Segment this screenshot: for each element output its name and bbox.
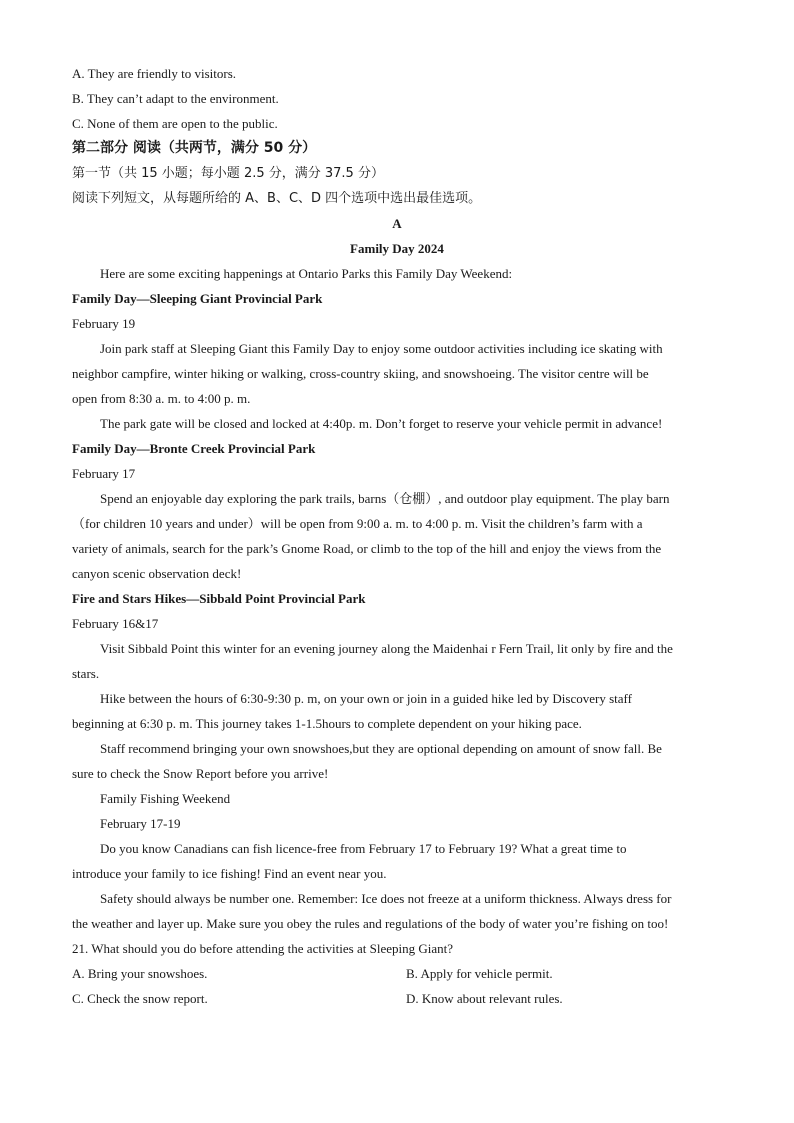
prev-option-a: A. They are friendly to visitors. — [72, 66, 237, 81]
event-date: February 16&17 — [72, 616, 159, 631]
event-text-line: Do you know Canadians can fish licence-free from February 17 to February 19? What a great time to — [100, 841, 627, 856]
event-text-line: Hike between the hours of 6:30-9:30 p. m, on your own or join in a guided hike led by Discovery staff — [100, 691, 632, 706]
option-d[interactable]: D. Know about relevant rules. — [406, 991, 563, 1006]
option-row — [72, 961, 722, 986]
event-date: February 17 — [72, 466, 136, 481]
option-c[interactable]: C. Check the snow report. — [72, 991, 208, 1006]
event-text-line: beginning at 6:30 p. m. This journey takes 1-1.5hours to complete dependent on your hiking pace. — [72, 716, 582, 731]
passage-intro: Here are some exciting happenings at Ontario Parks this Family Day Weekend: — [100, 266, 513, 281]
option-b[interactable]: B. Apply for vehicle permit. — [406, 966, 553, 981]
section-instruction: 阅读下列短文，从每题所给的 A、B、C、D 四个选项中选出最佳选项。 — [72, 191, 482, 206]
section-heading: 第二部分 阅读（共两节，满分 50 分） — [72, 140, 317, 156]
event-heading: Family Fishing Weekend — [100, 791, 231, 806]
event-text-line: stars. — [72, 666, 100, 681]
passage-title: Family Day 2024 — [350, 241, 444, 256]
event-text-line: variety of animals, search for the park’s Gnome Road, or climb to the top of the hill and enjoy the views from the — [72, 541, 662, 556]
event-text-line: canyon scenic observation deck! — [72, 566, 242, 581]
option-a[interactable]: A. Bring your snowshoes. — [72, 966, 208, 981]
document-page — [72, 61, 722, 1011]
event-text-line: Visit Sibbald Point this winter for an evening journey along the Maidenhai r Fern Trail, lit only by fire and the — [100, 641, 673, 656]
event-text-line: Staff recommend bringing your own snowshoes,but they are optional depending on amount of snow fall. Be — [100, 741, 662, 756]
event-text-line: Join park staff at Sleeping Giant this Family Day to enjoy some outdoor activities including ice skating with — [100, 341, 663, 356]
event-text-line: Safety should always be number one. Remember: Ice does not freeze at a uniform thickness. Always dress for — [100, 891, 672, 906]
event-heading: Fire and Stars Hikes—Sibbald Point Provincial Park — [72, 591, 366, 606]
event-text-line: neighbor campfire, winter hiking or walking, cross-country skiing, and snowshoeing. The visitor centre will be — [72, 366, 649, 381]
prev-option-c: C. None of them are open to the public. — [72, 116, 278, 131]
event-text-line: open from 8:30 a. m. to 4:00 p. m. — [72, 391, 251, 406]
passage-letter: A — [392, 216, 402, 231]
section-subheading: 第一节（共 15 小题；每小题 2.5 分，满分 37.5 分） — [72, 166, 384, 181]
event-text-line: the weather and layer up. Make sure you obey the rules and regulations of the body of water you’re fishing on too! — [72, 916, 669, 931]
event-text-line: introduce your family to ice fishing! Find an event near you. — [72, 866, 387, 881]
event-text-line: Spend an enjoyable day exploring the park trails, barns（仓棚）, and outdoor play equipment. The play barn — [100, 491, 670, 506]
event-heading: Family Day—Sleeping Giant Provincial Park — [72, 291, 323, 306]
event-date: February 19 — [72, 316, 136, 331]
event-heading: Family Day—Bronte Creek Provincial Park — [72, 441, 316, 456]
option-row — [72, 986, 722, 1011]
event-date: February 17-19 — [100, 816, 181, 831]
question-stem: 21. What should you do before attending the activities at Sleeping Giant? — [72, 941, 453, 956]
event-text-line: （for children 10 years and under）will be open from 9:00 a. m. to 4:00 p. m. Visit the children’s farm with a — [72, 516, 643, 531]
event-text-line: sure to check the Snow Report before you arrive! — [72, 766, 329, 781]
prev-option-b: B. They can’t adapt to the environment. — [72, 91, 279, 106]
event-text-line: The park gate will be closed and locked at 4:40p. m. Don’t forget to reserve your vehicle permit in advance! — [100, 416, 663, 431]
